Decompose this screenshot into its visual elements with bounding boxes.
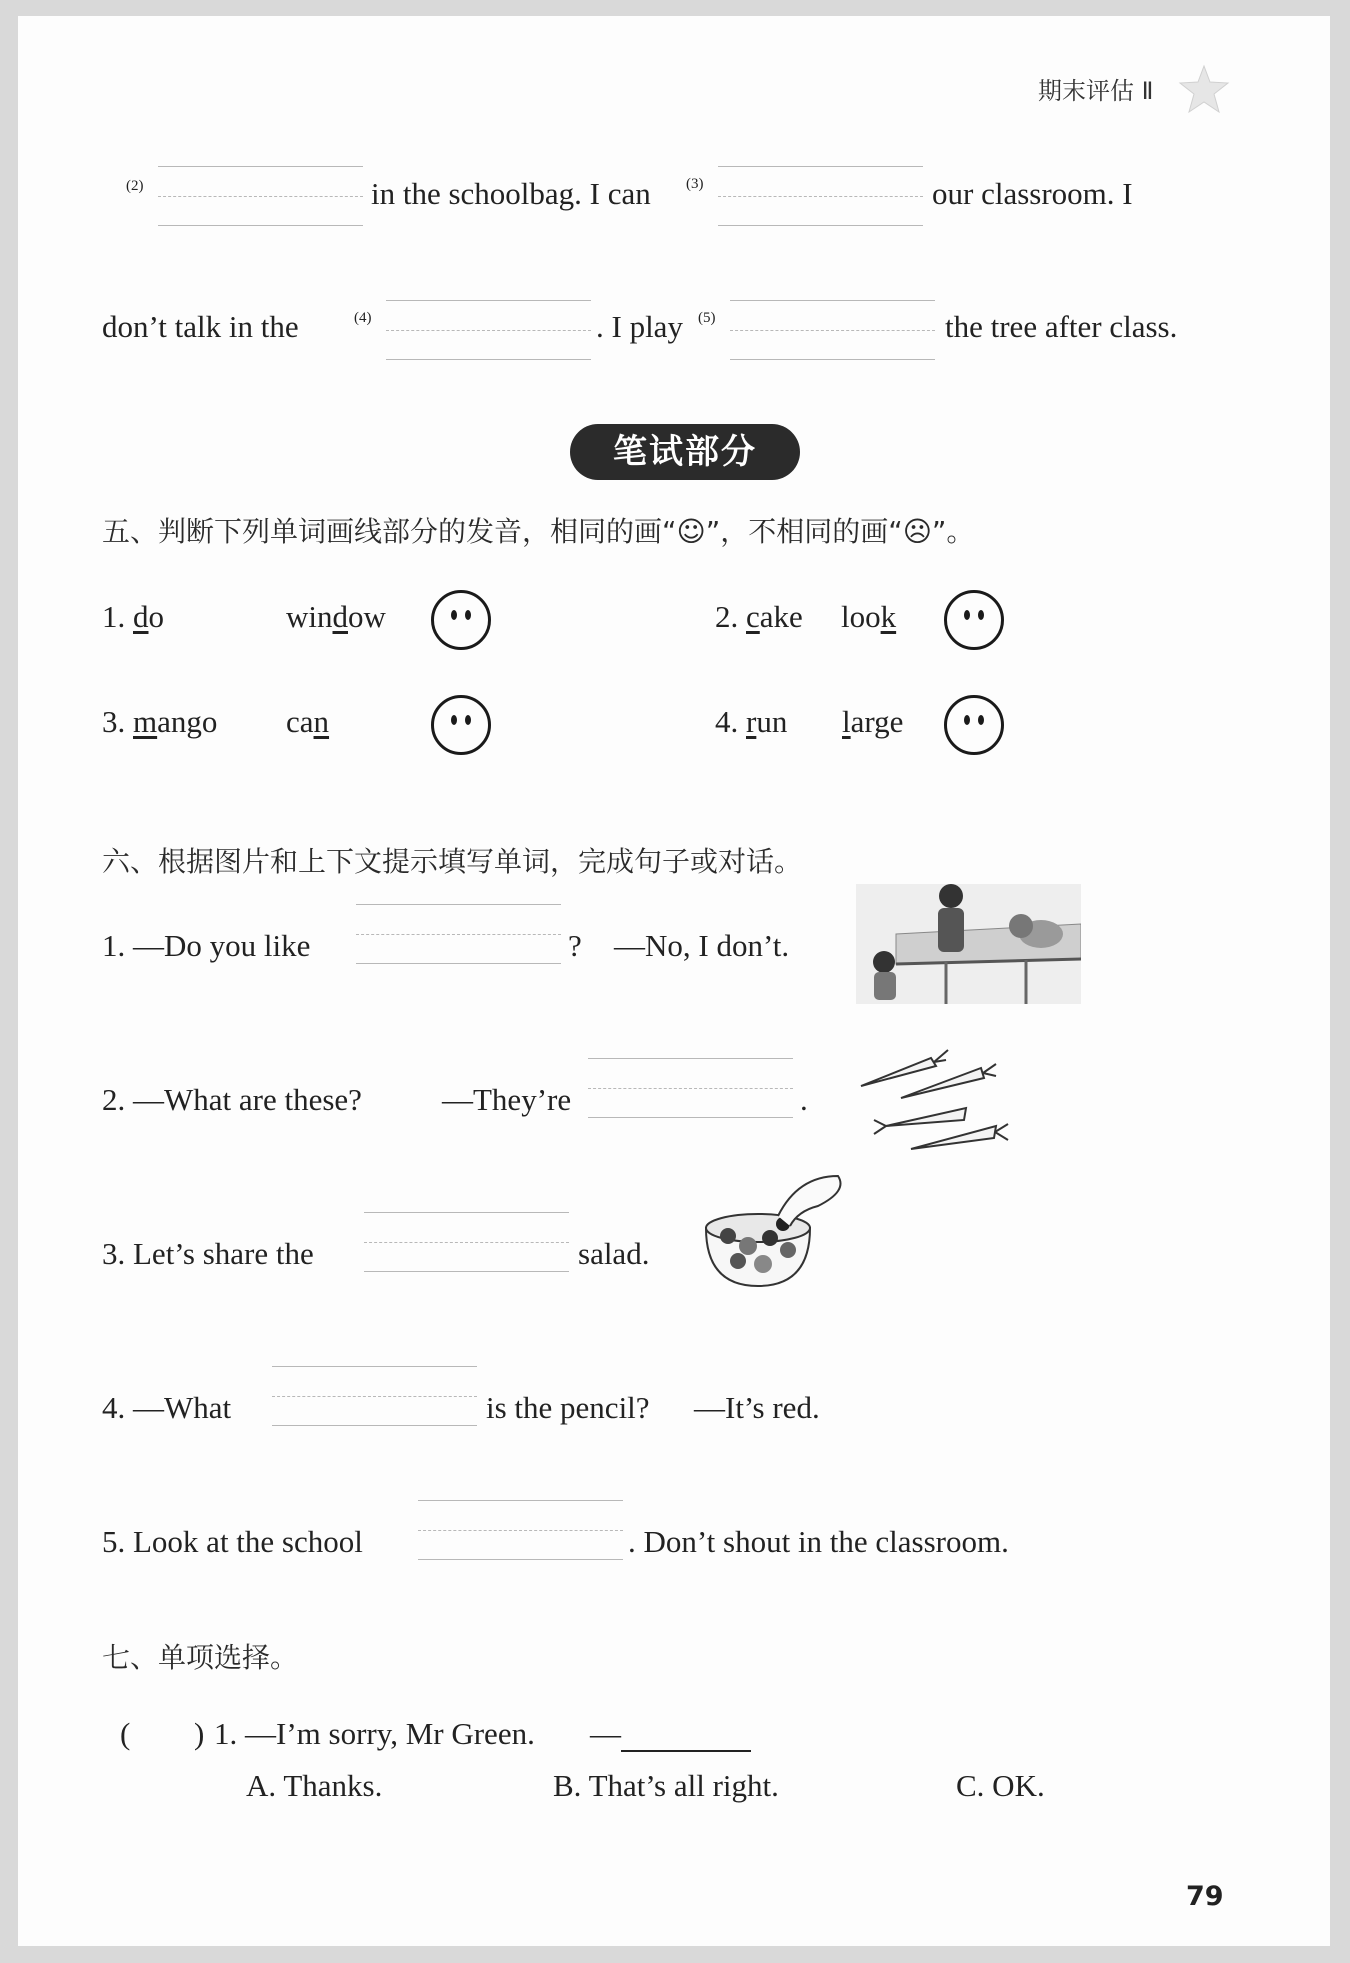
header-title: 期末评估 Ⅱ bbox=[1038, 77, 1154, 105]
q5-text-b: . Don’t shout in the classroom. bbox=[628, 1524, 1009, 1559]
q2-blank[interactable] bbox=[588, 1058, 793, 1118]
option-b[interactable]: B. That’s all right. bbox=[553, 1768, 779, 1803]
q4-text-c: —It’s red. bbox=[694, 1390, 820, 1425]
answer-face-2[interactable] bbox=[944, 590, 1004, 650]
passage-blank-2[interactable] bbox=[158, 166, 363, 226]
blank-number-5: (5) bbox=[698, 310, 716, 326]
section-badge: 笔试部分 bbox=[570, 424, 800, 480]
q2-text-c: . bbox=[800, 1082, 808, 1117]
q1-text-b: ? bbox=[568, 928, 582, 963]
choice-stem: 1. —I’m sorry, Mr Green. bbox=[214, 1716, 535, 1751]
pron-item-4-word2: large bbox=[842, 704, 904, 739]
q2-text-a: 2. —What are these? bbox=[102, 1082, 362, 1117]
q2-text-b: —They’re bbox=[442, 1082, 572, 1117]
star-icon bbox=[1178, 64, 1230, 114]
q1-text-a: 1. —Do you like bbox=[102, 928, 311, 963]
blank-number-4: (4) bbox=[354, 310, 372, 326]
option-a[interactable]: A. Thanks. bbox=[246, 1768, 383, 1803]
q1-blank[interactable] bbox=[356, 904, 561, 964]
page-number: 79 bbox=[1186, 1881, 1224, 1912]
pron-item-1: 1. do bbox=[102, 599, 164, 634]
q3-blank[interactable] bbox=[364, 1212, 569, 1272]
worksheet-page bbox=[18, 16, 1330, 1946]
q5-text-a: 5. Look at the school bbox=[102, 1524, 363, 1559]
carrots-picture bbox=[856, 1036, 1016, 1156]
q3-text-a: 3. Let’s share the bbox=[102, 1236, 314, 1271]
answer-paren-open: ( bbox=[120, 1716, 131, 1751]
passage-text-b: our classroom. I bbox=[932, 176, 1133, 211]
q1-text-c: —No, I don’t. bbox=[614, 928, 790, 963]
section7-title: 七、单项选择。 bbox=[102, 1641, 299, 1674]
blank-number-3: (3) bbox=[686, 176, 704, 192]
pron-item-4: 4. run bbox=[715, 704, 788, 739]
q4-blank[interactable] bbox=[272, 1366, 477, 1426]
answer-paren-close: ) bbox=[194, 1716, 205, 1751]
q4-text-b: is the pencil? bbox=[486, 1390, 650, 1425]
salad-picture bbox=[698, 1166, 848, 1291]
pron-item-1-word2: window bbox=[286, 599, 386, 634]
pron-item-3: 3. mango bbox=[102, 704, 218, 739]
q5-blank[interactable] bbox=[418, 1500, 623, 1560]
section5-title: 五、判断下列单词画线部分的发音，相同的画“☺”，不相同的画“☹”。 bbox=[102, 515, 975, 548]
answer-face-3[interactable] bbox=[431, 695, 491, 755]
pron-item-2-word2: look bbox=[841, 599, 897, 634]
answer-face-1[interactable] bbox=[431, 590, 491, 650]
pron-item-2: 2. cake bbox=[715, 599, 803, 634]
passage-blank-5[interactable] bbox=[730, 300, 935, 360]
option-c[interactable]: C. OK. bbox=[956, 1768, 1045, 1803]
section6-title: 六、根据图片和上下文提示填写单词，完成句子或对话。 bbox=[102, 845, 803, 878]
q3-text-b: salad. bbox=[578, 1236, 650, 1271]
passage-text-c: don’t talk in the bbox=[102, 309, 299, 344]
q4-text-a: 4. —What bbox=[102, 1390, 232, 1425]
answer-face-4[interactable] bbox=[944, 695, 1004, 755]
zoo-picture bbox=[856, 884, 1081, 1004]
passage-text-d: . I play bbox=[596, 309, 683, 344]
blank-number-2: (2) bbox=[126, 178, 144, 194]
pron-item-3-word2: can bbox=[286, 704, 330, 739]
passage-text-a: in the schoolbag. I can bbox=[371, 176, 651, 211]
passage-blank-4[interactable] bbox=[386, 300, 591, 360]
passage-blank-3[interactable] bbox=[718, 166, 923, 226]
passage-text-e: the tree after class. bbox=[945, 309, 1178, 344]
choice-blank: — bbox=[590, 1716, 751, 1752]
